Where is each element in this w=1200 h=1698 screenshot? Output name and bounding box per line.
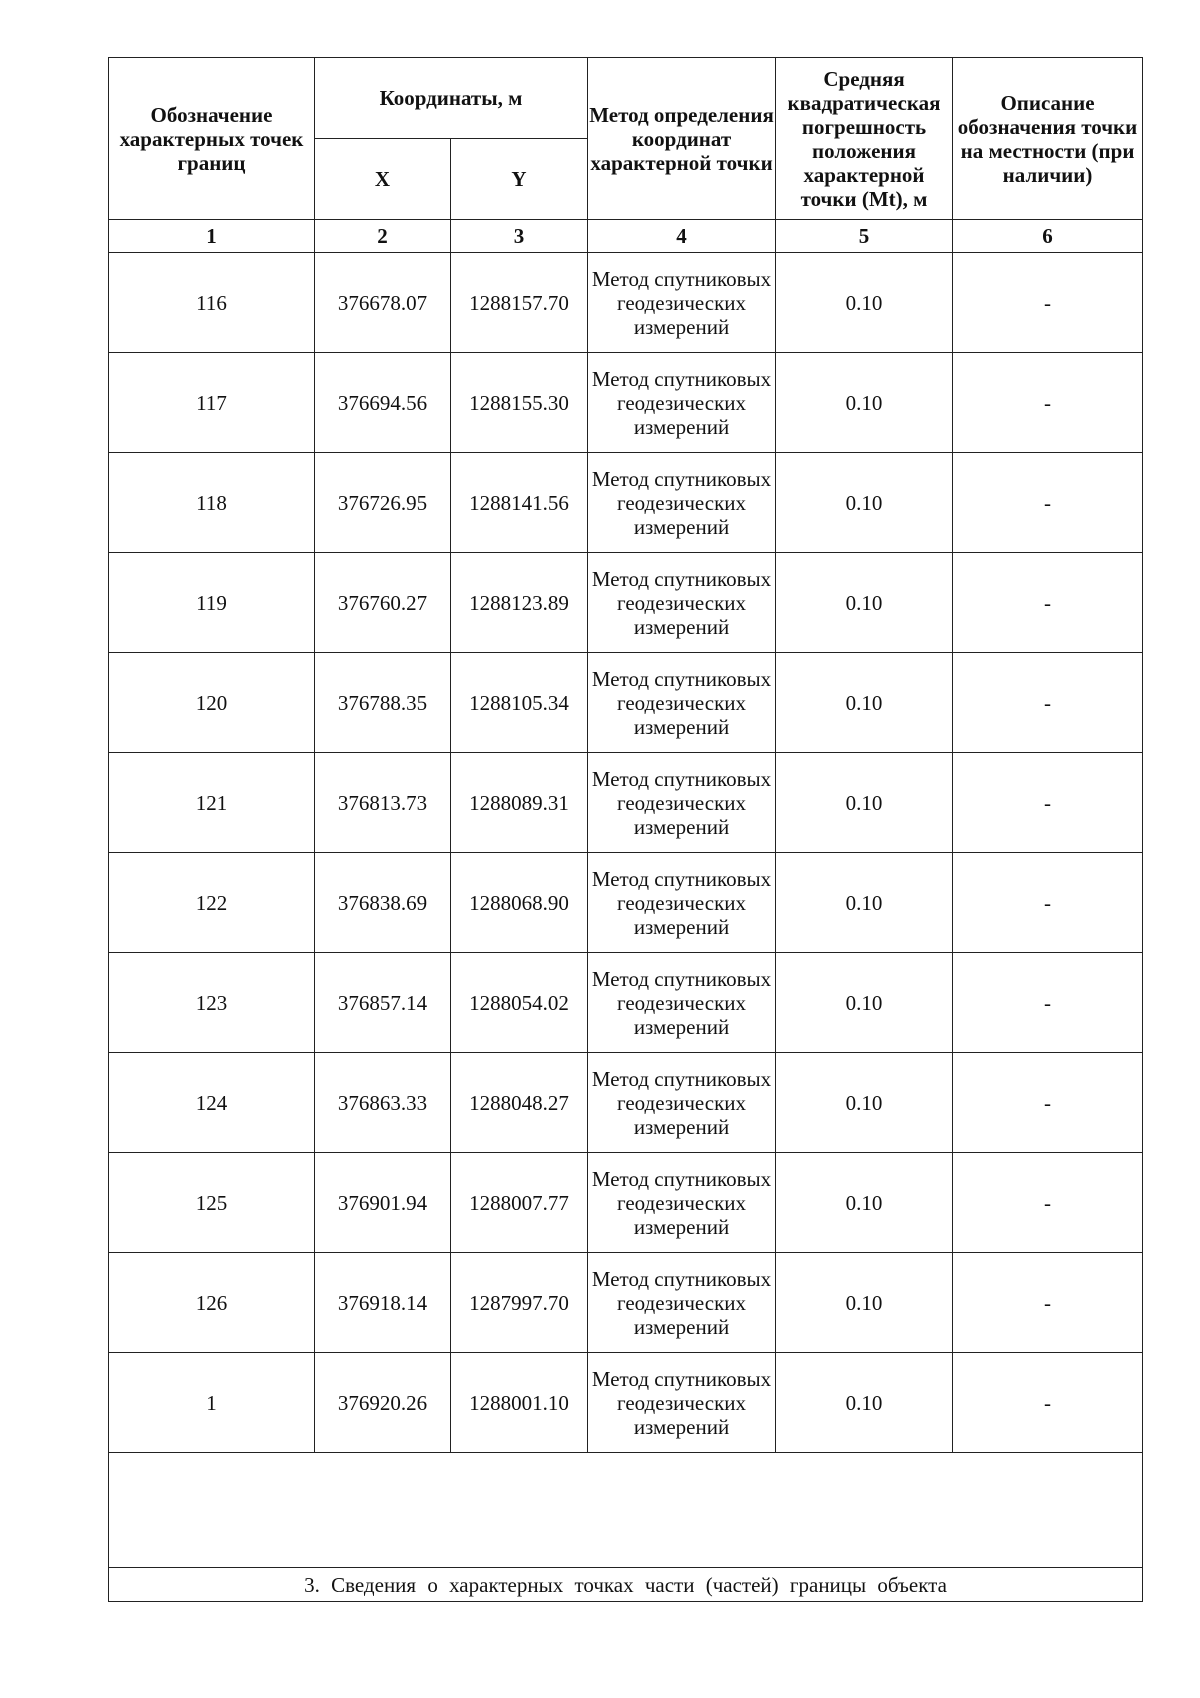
table-row [109, 553, 1143, 653]
y-coordinate: 1288157.70 [451, 253, 588, 353]
y-coordinate: 1288048.27 [451, 1053, 588, 1153]
y-coordinate: 1288155.30 [451, 353, 588, 453]
y-coordinate: 1288105.34 [451, 653, 588, 753]
point-description: - [953, 553, 1143, 653]
header-point-designation: Обозначение характерных точек границ [109, 58, 315, 220]
mean-error: 0.10 [776, 1053, 953, 1153]
point-number: 119 [109, 553, 315, 653]
x-coordinate: 376863.33 [315, 1053, 451, 1153]
header-description: Описание обозначения точки на местности (при наличии) [953, 58, 1143, 220]
y-coordinate: 1288054.02 [451, 953, 588, 1053]
point-number: 125 [109, 1153, 315, 1253]
section-title: 3. Сведения о характерных точках части (частей) границы объекта [109, 1568, 1143, 1602]
header-y: Y [451, 139, 588, 220]
column-number: 1 [109, 220, 315, 253]
mean-error: 0.10 [776, 1353, 953, 1453]
x-coordinate: 376694.56 [315, 353, 451, 453]
mean-error: 0.10 [776, 253, 953, 353]
column-number: 3 [451, 220, 588, 253]
y-coordinate: 1288007.77 [451, 1153, 588, 1253]
x-coordinate: 376760.27 [315, 553, 451, 653]
point-description: - [953, 853, 1143, 953]
point-number: 122 [109, 853, 315, 953]
x-coordinate: 376678.07 [315, 253, 451, 353]
table-row [109, 753, 1143, 853]
table-row [109, 1353, 1143, 1453]
header-coordinates: Координаты, м [315, 58, 588, 139]
point-description: - [953, 653, 1143, 753]
table-row [109, 653, 1143, 753]
point-number: 118 [109, 453, 315, 553]
method: Метод спутниковых геодезических измерений [588, 653, 776, 753]
x-coordinate: 376920.26 [315, 1353, 451, 1453]
y-coordinate: 1288089.31 [451, 753, 588, 853]
point-description: - [953, 1053, 1143, 1153]
y-coordinate: 1288068.90 [451, 853, 588, 953]
x-coordinate: 376813.73 [315, 753, 451, 853]
point-description: - [953, 1153, 1143, 1253]
point-description: - [953, 253, 1143, 353]
method: Метод спутниковых геодезических измерений [588, 553, 776, 653]
mean-error: 0.10 [776, 653, 953, 753]
method: Метод спутниковых геодезических измерений [588, 853, 776, 953]
column-number: 2 [315, 220, 451, 253]
method: Метод спутниковых геодезических измерений [588, 353, 776, 453]
mean-error: 0.10 [776, 1153, 953, 1253]
method: Метод спутниковых геодезических измерений [588, 753, 776, 853]
column-number: 4 [588, 220, 776, 253]
x-coordinate: 376788.35 [315, 653, 451, 753]
y-coordinate: 1288123.89 [451, 553, 588, 653]
table-row [109, 1253, 1143, 1353]
column-number: 6 [953, 220, 1143, 253]
table-row [109, 953, 1143, 1053]
table-row [109, 1053, 1143, 1153]
point-number: 121 [109, 753, 315, 853]
header-mean-error: Средняя квадратическая погрешность положения характерной точки (Mt), м [776, 58, 953, 220]
header-method: Метод определения координат характерной точки [588, 58, 776, 220]
point-number: 124 [109, 1053, 315, 1153]
point-number: 126 [109, 1253, 315, 1353]
mean-error: 0.10 [776, 353, 953, 453]
mean-error: 0.10 [776, 1253, 953, 1353]
method: Метод спутниковых геодезических измерений [588, 1153, 776, 1253]
table-row [109, 1153, 1143, 1253]
point-description: - [953, 1253, 1143, 1353]
y-coordinate: 1288001.10 [451, 1353, 588, 1453]
point-description: - [953, 753, 1143, 853]
table-row [109, 253, 1143, 353]
point-description: - [953, 453, 1143, 553]
point-number: 116 [109, 253, 315, 353]
y-coordinate: 1287997.70 [451, 1253, 588, 1353]
table-row [109, 453, 1143, 553]
point-number: 120 [109, 653, 315, 753]
x-coordinate: 376726.95 [315, 453, 451, 553]
point-number: 117 [109, 353, 315, 453]
blank-area [109, 1453, 1143, 1568]
mean-error: 0.10 [776, 953, 953, 1053]
x-coordinate: 376901.94 [315, 1153, 451, 1253]
method: Метод спутниковых геодезических измерений [588, 1253, 776, 1353]
coordinates-table [108, 57, 1143, 1602]
point-description: - [953, 953, 1143, 1053]
x-coordinate: 376838.69 [315, 853, 451, 953]
method: Метод спутниковых геодезических измерений [588, 1053, 776, 1153]
x-coordinate: 376918.14 [315, 1253, 451, 1353]
x-coordinate: 376857.14 [315, 953, 451, 1053]
column-number: 5 [776, 220, 953, 253]
mean-error: 0.10 [776, 753, 953, 853]
table-row [109, 353, 1143, 453]
mean-error: 0.10 [776, 453, 953, 553]
point-description: - [953, 353, 1143, 453]
point-number: 1 [109, 1353, 315, 1453]
method: Метод спутниковых геодезических измерений [588, 453, 776, 553]
table-row [109, 853, 1143, 953]
mean-error: 0.10 [776, 853, 953, 953]
method: Метод спутниковых геодезических измерений [588, 953, 776, 1053]
method: Метод спутниковых геодезических измерений [588, 1353, 776, 1453]
point-description: - [953, 1353, 1143, 1453]
y-coordinate: 1288141.56 [451, 453, 588, 553]
header-x: X [315, 139, 451, 220]
method: Метод спутниковых геодезических измерений [588, 253, 776, 353]
mean-error: 0.10 [776, 553, 953, 653]
point-number: 123 [109, 953, 315, 1053]
